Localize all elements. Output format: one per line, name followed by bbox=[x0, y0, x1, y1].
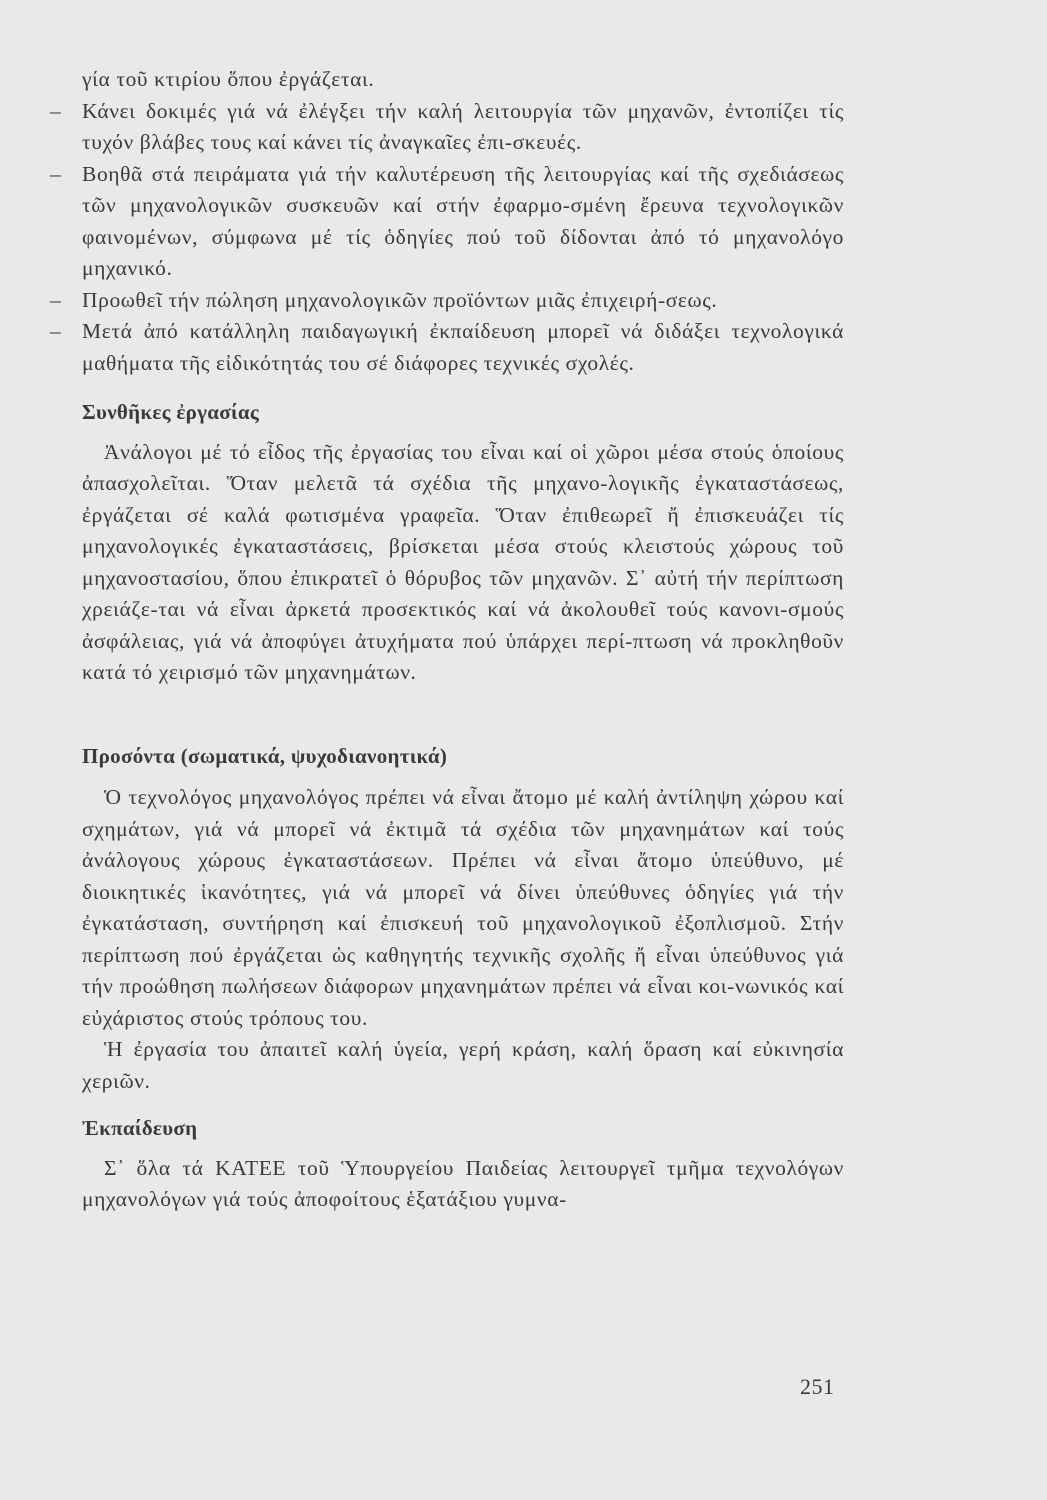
paragraph: Ἡ ἐργασία του ἀπαιτεῖ καλή ὑγεία, γερή κράση, καλή ὅραση καί εὐκινησία χεριῶν. bbox=[82, 1037, 844, 1093]
list-item: – Προωθεῖ τήν πώληση μηχανολογικῶν προϊόντων μιᾶς ἐπιχειρή-σεως. bbox=[50, 287, 718, 312]
page-body bbox=[50, 64, 844, 1216]
intro-line: γία τοῦ κτιρίου ὅπου ἐργάζεται. bbox=[82, 67, 375, 91]
section-heading-qualifications: Προσόντα (σωματικά, ψυχοδιανοητικά) bbox=[82, 743, 448, 768]
list-item: – Βοηθᾶ στά πειράματα γιά τήν καλυτέρευση τῆς λειτουργίας καί τῆς σχεδιάσεως τῶν μηχανολογικῶν συσκευῶν καί στήν ἐφαρμο-σμένη ἔρευνα τεχνολογικῶν φαινομένων, σύμφωνα μέ τίς ὁδηγίες πού τοῦ δίδονται ἀπό τό μηχανολόγο μηχανικό. bbox=[50, 161, 844, 280]
paragraph: Ἀνάλογοι μέ τό εἶδος τῆς ἐργασίας του εἶναι καί οἱ χῶροι μέσα στούς ὁποίους ἀπασχολεῖται. Ὅταν μελετᾶ τά σχέδια τῆς μηχανο-λογικῆς ἐγκαταστάσεως, ἐργάζεται σέ καλά φωτισμένα γραφεῖα. Ὅταν ἐπιθεωρεῖ ἤ ἐπισκευάζει τίς μηχανολογικές ἐγκαταστάσεις, βρίσκεται μέσα στούς κλειστούς χώρους τοῦ μηχανοστασίου, ὅπου ἐπικρατεῖ ὁ θόρυβος τῶν μηχανῶν. Σ᾽ αὐτή τήν περίπτωση χρειάζε-ται νά εἶναι ἀρκετά προσεκτικός καί νά ἀκολουθεῖ τούς κανονι-σμούς ἀσφάλειας, γιά νά ἀποφύγει ἀτυχήματα πού ὑπάρχει περί-πτωση νά προκληθοῦν κατά τό χειρισμό τῶν μηχανημάτων. bbox=[82, 439, 844, 684]
list-item: – Μετά ἀπό κατάλληλη παιδαγωγική ἐκπαίδευση μπορεῖ νά διδάξει τεχνολογικά μαθήματα τῆς εἰδικότητάς του σέ διάφορες τεχνικές σχολές. bbox=[50, 319, 844, 375]
section-heading-education: Ἐκπαίδευση bbox=[82, 1116, 198, 1140]
paragraph: Σ᾽ ὅλα τά ΚΑΤΕΕ τοῦ Ὑπουργείου Παιδείας λειτουργεῖ τμῆμα τεχνολόγων μηχανολόγων γιά τούς ἀποφοίτους ἑξατάξιου γυμνα- bbox=[82, 1155, 844, 1211]
section-heading-working-conditions: Συνθῆκες ἐργασίας bbox=[82, 400, 260, 424]
list-item: – Κάνει δοκιμές γιά νά ἐλέγξει τήν καλή λειτουργία τῶν μηχανῶν, ἐντοπίζει τίς τυχόν βλάβες τους καί κάνει τίς ἀναγκαῖες ἐπι-σκευές. bbox=[50, 98, 844, 154]
duties-list bbox=[50, 96, 844, 380]
paragraph: Ὁ τεχνολόγος μηχανολόγος πρέπει νά εἶναι ἄτομο μέ καλή ἀντίληψη χώρου καί σχημάτων, γιά νά μπορεῖ νά ἐκτιμᾶ τά σχέδια τῶν μηχανημάτων καί τούς ἀνάλογους χώρους ἐγκαταστάσεων. Πρέπει νά εἶναι ἄτομο ὑπεύθυνο, μέ διοικητικές ἱκανότητες, γιά νά μπορεῖ νά δίνει ὑπεύθυνες ὁδηγίες γιά τήν ἐγκατάσταση, συντήρηση καί ἐπισκευή τοῦ μηχανολογικοῦ ἐξοπλισμοῦ. Στήν περίπτωση πού ἐργάζεται ὡς καθηγητής τεχνικῆς σχολῆς ἤ εἶναι ὑπεύθυνος γιά τήν προώθηση πωλήσεων διάφορων μηχανημάτων πρέπει νά εἶναι κοι-νωνικός καί εὐχάριστος στούς τρόπους του. bbox=[82, 785, 844, 1030]
page-number: 251 bbox=[800, 1374, 835, 1399]
